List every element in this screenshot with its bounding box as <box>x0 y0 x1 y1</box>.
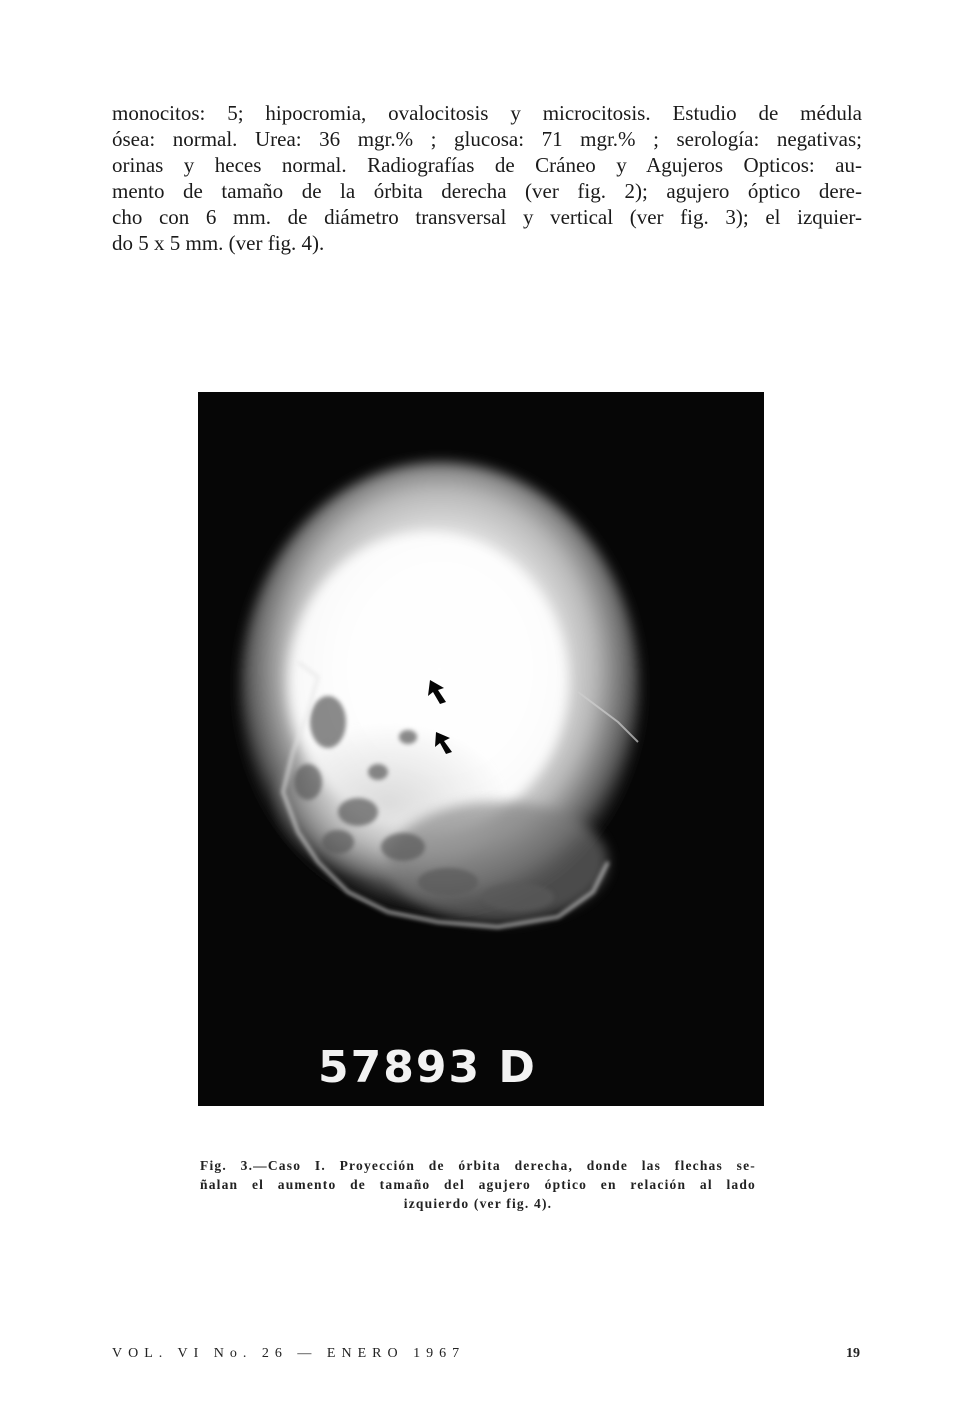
body-line: monocitos: 5; hipocromia, ovalocitosis y microcitosis. Estudio de médula <box>112 101 862 125</box>
figure-caption <box>200 1156 756 1213</box>
caption-line: Fig. 3.—Caso I. Proyección de órbita derecha, donde las flechas se- <box>200 1158 756 1173</box>
body-paragraph <box>112 100 862 256</box>
page-number: 19 <box>846 1346 860 1361</box>
body-line: do 5 x 5 mm. (ver fig. 4). <box>112 231 325 255</box>
caption-line: ñalan el aumento de tamaño del agujero óptico en relación al lado <box>200 1177 756 1192</box>
page-footer <box>112 1346 860 1366</box>
radiograph-image <box>198 392 764 1106</box>
body-line: cho con 6 mm. de diámetro transversal y vertical (ver fig. 3); el izquier- <box>112 205 862 229</box>
radiograph-figure <box>198 392 764 1106</box>
body-line: ósea: normal. Urea: 36 mgr.% ; glucosa: 71 mgr.% ; serología: negativas; <box>112 127 862 151</box>
caption-line: izquierdo (ver fig. 4). <box>403 1196 553 1211</box>
body-line: mento de tamaño de la órbita derecha (ver fig. 2); agujero óptico dere- <box>112 179 862 203</box>
body-line: orinas y heces normal. Radiografías de Cráneo y Agujeros Opticos: au- <box>112 153 862 177</box>
footer-issue: VOL. VI No. 26 — ENERO 1967 <box>112 1346 466 1361</box>
film-number: 57893 D <box>318 1042 537 1093</box>
